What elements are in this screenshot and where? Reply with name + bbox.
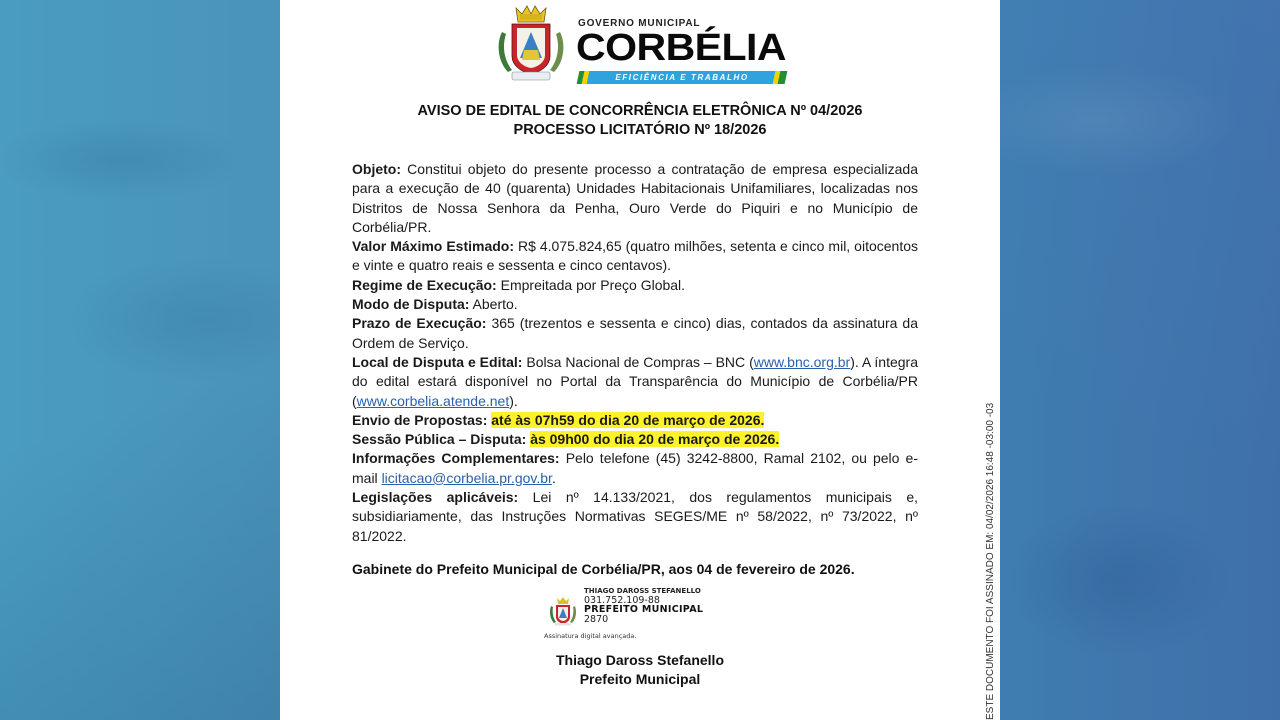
envio-label: Envio de Propostas: — [352, 411, 488, 428]
signer-code: 2870 — [584, 614, 609, 625]
section-regime — [352, 276, 918, 295]
section-valor — [352, 237, 918, 276]
signature-type-note: Assinatura digital avançada. — [544, 632, 637, 640]
section-modo — [352, 295, 918, 314]
notice-body — [352, 160, 918, 546]
signer-cpf: 031.752.109-88 — [584, 595, 660, 606]
local-text-middle: ). A íntegra do edital estará disponível no Portal da Transparência do Município de Corbélia/PR ( — [352, 353, 918, 409]
info-text-after: . — [551, 469, 556, 486]
regime-text: Empreitada por Preço Global. — [496, 276, 686, 293]
info-label: Informações Complementares: — [352, 450, 560, 467]
notice-title: AVISO DE EDITAL DE CONCORRÊNCIA ELETRÔNICA Nº 04/2026 — [417, 103, 863, 119]
local-label: Local de Disputa e Edital: — [352, 353, 523, 370]
section-legislacoes — [352, 488, 918, 546]
signer-name-upper: THIAGO DAROSS STEFANELLO — [584, 587, 701, 595]
local-text-after: ). — [509, 392, 518, 409]
regime-label: Regime de Execução: — [352, 276, 497, 293]
government-label: GOVERNO MUNICIPAL — [578, 18, 701, 29]
background-left — [0, 0, 280, 720]
city-name: CORBÉLIA — [576, 27, 787, 69]
objeto-label: Objeto: — [352, 161, 401, 177]
section-sessao — [352, 430, 918, 449]
prazo-text: 365 (trezentos e sessenta e cinco) dias, contados da assinatura da Ordem de Serviço. — [352, 315, 918, 351]
header-logo — [494, 4, 790, 86]
section-envio — [352, 411, 918, 430]
signature-crest-icon — [548, 596, 578, 626]
valor-text: R$ 4.075.824,65 (quatro milhões, setenta e cinco mil, oitocentos e vinte e quatro reais e sessenta e cinco centavos). — [352, 238, 918, 274]
bnc-link[interactable]: www.bnc.org.br — [753, 353, 851, 370]
document-page — [280, 0, 1000, 720]
tagline: EFICIÊNCIA E TRABALHO — [615, 73, 749, 82]
valor-label: Valor Máximo Estimado: — [352, 238, 515, 255]
signatory-name: Thiago Daross Stefanello — [555, 652, 725, 668]
sessao-time-highlight: às 09h00 do dia 20 de março de 2026. — [530, 431, 780, 448]
legislacoes-text: Lei nº 14.133/2021, dos regulamentos municipais e, subsidiariamente, das Instruções Normativas SEGES/ME nº 58/2022, nº 73/2022, nº 81/2022. — [352, 489, 918, 544]
section-local — [352, 353, 918, 411]
signatory-role: Prefeito Municipal — [579, 671, 701, 687]
objeto-text: Constitui objeto do presente processo a contratação de empresa especializada para a execução de 40 (quarenta) Unidades Habitacionais Unifamiliares, localizadas nos Distritos de Nossa Senhora da Penha, Ouro Verde do Piquiri e no Município de Corbélia/PR. — [352, 161, 918, 235]
section-info — [352, 449, 918, 488]
section-prazo — [352, 314, 918, 353]
process-title: PROCESSO LICITATÓRIO Nº 18/2026 — [513, 122, 767, 138]
modo-label: Modo de Disputa: — [352, 296, 470, 313]
section-objeto — [352, 160, 918, 237]
signature-verification-stamp: ESTE DOCUMENTO FOI ASSINADO EM: 04/02/2026 16:48 -03:00 -03 — [985, 402, 996, 720]
envio-deadline-highlight: até às 07h59 do dia 20 de março de 2026. — [491, 411, 765, 428]
info-text: Pelo telefone (45) 3242-8800, Ramal 2102, ou pelo e-mail — [352, 450, 918, 486]
modo-text: Aberto. — [469, 296, 518, 313]
digital-signature-stamp — [542, 584, 722, 644]
closing-statement: Gabinete do Prefeito Municipal de Corbélia/PR, aos 04 de fevereiro de 2026. — [352, 561, 855, 577]
sessao-label: Sessão Pública – Disputa: — [352, 431, 527, 448]
municipal-coat-of-arms-icon — [494, 4, 568, 84]
prazo-label: Prazo de Execução: — [352, 315, 487, 332]
local-text-before: Bolsa Nacional de Compras – BNC ( — [522, 353, 754, 370]
email-link[interactable]: licitacao@corbelia.pr.gov.br — [381, 469, 552, 486]
signer-role-upper: PREFEITO MUNICIPAL — [584, 604, 704, 615]
transparency-portal-link[interactable]: www.corbelia.atende.net — [356, 392, 510, 409]
background-right — [1000, 0, 1280, 720]
legislacoes-label: Legislações aplicáveis: — [352, 489, 519, 506]
